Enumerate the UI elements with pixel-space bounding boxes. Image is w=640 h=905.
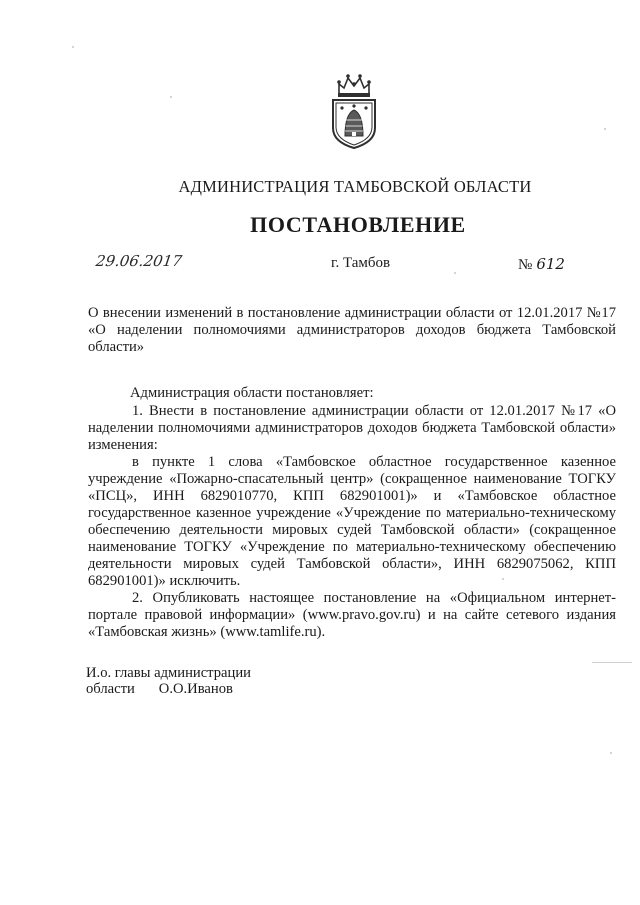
scan-dot	[170, 96, 172, 98]
signer-name: О.О.Иванов	[158, 681, 233, 697]
scan-dot	[502, 578, 504, 580]
signer-row	[86, 681, 251, 697]
paragraph-1: 1. Внести в постановление администрации области от 12.01.2017 №17 «О наделении полномочиями администраторов доходов бюджета Тамбовской области» изменения:	[88, 403, 616, 453]
scan-dot	[454, 272, 456, 274]
signature-block	[86, 665, 251, 697]
scan-dot	[72, 46, 74, 48]
paragraph-amendment: в пункте 1 слова «Тамбовское областное государственное казенное учреждение «Пожарно-спасательный центр» (сокращенное наименование ТОГКУ «ПСЦ», ИНН 6829010770, КПП 682901001)» и «Тамбовское областное государственное казенное учреждение «Учреждение по материально-техническому обеспечению деятельности мировых судей Тамбовской области» (сокращенное наименование ТОГКУ «Учреждение по материально-техническому обеспечению деятельности мировых судей Тамбовской области», ИНН 6829075062, КПП 682901001)» исключить.	[88, 454, 616, 589]
coat-of-arms-icon	[327, 70, 381, 150]
paragraph-2: 2. Опубликовать настоящее постановление на «Официальном интернет-портале правовой информации» (www.pravo.gov.ru) и на сайте сетевого издания «Тамбовская жизнь» (www.tamlife.ru).	[88, 590, 616, 640]
scan-dot	[604, 128, 606, 130]
handwritten-date: 29.06.2017	[94, 252, 184, 270]
number-label: №	[518, 257, 533, 273]
document-number	[518, 255, 565, 274]
scan-mark	[592, 662, 632, 663]
organization-title: АДМИНИСТРАЦИЯ ТАМБОВСКОЙ ОБЛАСТИ	[178, 177, 532, 196]
handwritten-number: 612	[536, 255, 565, 273]
resolution-body	[88, 403, 616, 641]
scan-dot	[610, 752, 612, 754]
resolution-intro: Администрация области постановляет:	[130, 385, 374, 401]
document-type-heading: ПОСТАНОВЛЕНИЕ	[250, 212, 466, 237]
document-subject: О внесении изменений в постановление администрации области от 12.01.2017 №17 «О наделении полномочиями администраторов доходов бюджета Тамбовской области»	[88, 305, 616, 355]
signer-title-line1: И.о. главы администрации	[86, 665, 251, 681]
signer-title-line2: области	[86, 681, 135, 697]
city-label: г. Тамбов	[331, 255, 391, 271]
